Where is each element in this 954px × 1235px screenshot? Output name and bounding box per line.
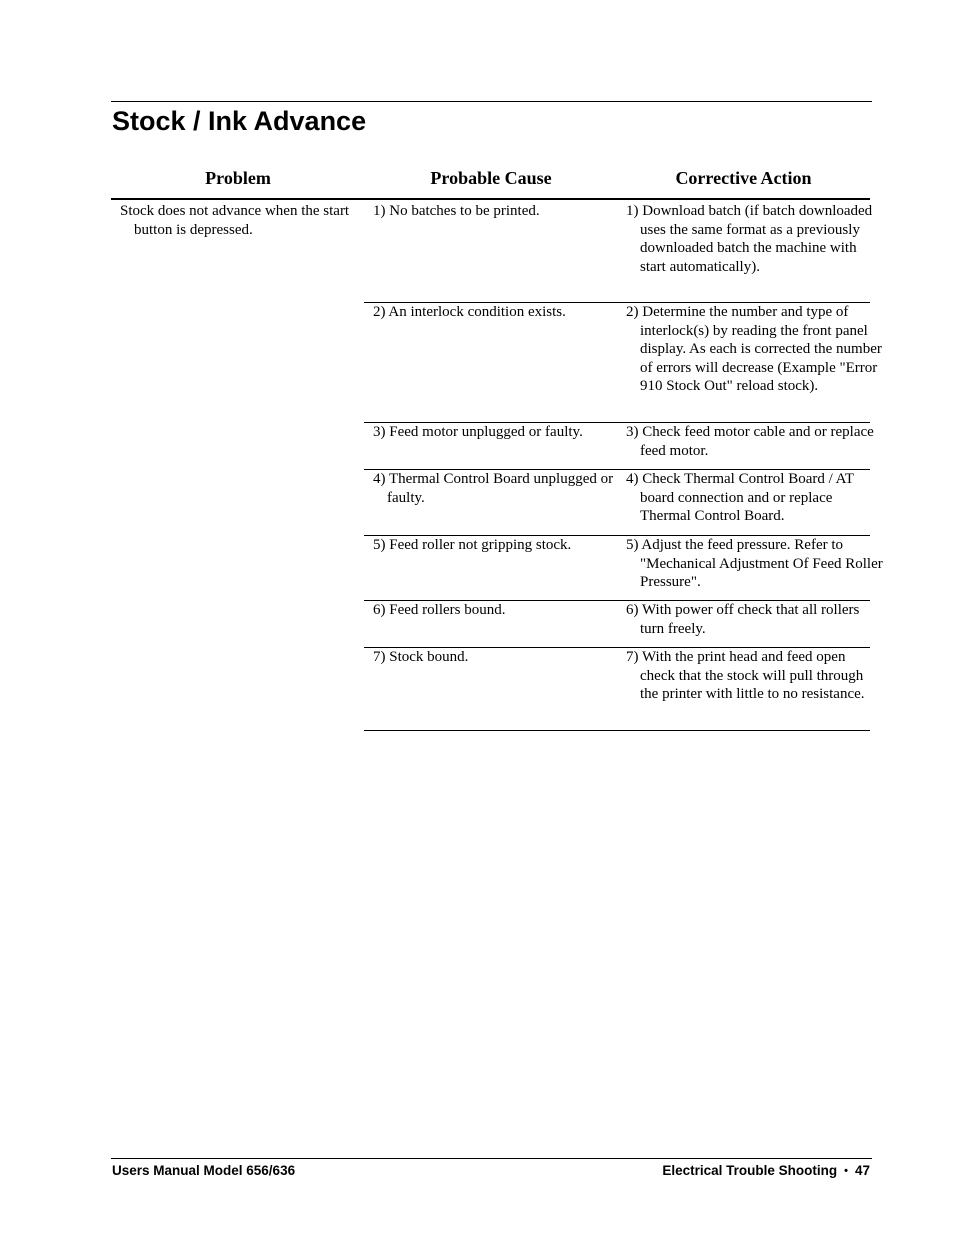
footer-section-title: Electrical Trouble Shooting [662, 1163, 838, 1178]
cause-text: 5) Feed roller not gripping stock. [373, 537, 572, 553]
header-probable-cause: Probable Cause [430, 168, 552, 188]
header-problem: Problem [205, 168, 271, 188]
action-text: 1) Download batch (if batch downloaded uses the same format as a previously downloaded batch the machine with start automatically). [626, 203, 873, 275]
cause-text: 2) An interlock condition exists. [373, 304, 566, 320]
header-rule [111, 198, 870, 200]
cause-text: 4) Thermal Control Board unplugged or faulty. [373, 471, 614, 506]
action-text: 6) With power off check that all rollers turn freely. [626, 602, 860, 637]
action-text: 7) With the print head and feed open check that the stock will pull through the printer with little to no resistance. [626, 649, 865, 702]
action-text: 4) Check Thermal Control Board / AT board connection and or replace Thermal Control Board. [626, 471, 854, 524]
table-bottom-rule [364, 730, 870, 731]
cause-text: 7) Stock bound. [373, 649, 469, 665]
page-title: Stock / Ink Advance [112, 106, 367, 136]
footer-section [662, 1162, 870, 1180]
problem-text: Stock does not advance when the start button is depressed. [120, 203, 350, 238]
problem-cell [120, 202, 352, 239]
action-text: 5) Adjust the feed pressure. Refer to "Mechanical Adjustment Of Feed Roller Pressure". [626, 537, 883, 590]
cause-text: 3) Feed motor unplugged or faulty. [373, 424, 583, 440]
page-number: 47 [854, 1163, 870, 1178]
title-rule [111, 101, 872, 102]
header-corrective-action: Corrective Action [675, 168, 812, 188]
cause-text: 1) No batches to be printed. [373, 203, 540, 219]
action-text: 3) Check feed motor cable and or replace feed motor. [626, 424, 874, 459]
cause-text: 6) Feed rollers bound. [373, 602, 506, 618]
footer-manual-title: Users Manual Model 656/636 [112, 1163, 296, 1178]
footer-rule [111, 1158, 872, 1159]
bullet-icon: • [844, 1165, 848, 1177]
action-text: 2) Determine the number and type of interlock(s) by reading the front panel display. As each is corrected the number of errors will decrease (Example "Error 910 Stock Out" reload stock). [626, 304, 882, 394]
